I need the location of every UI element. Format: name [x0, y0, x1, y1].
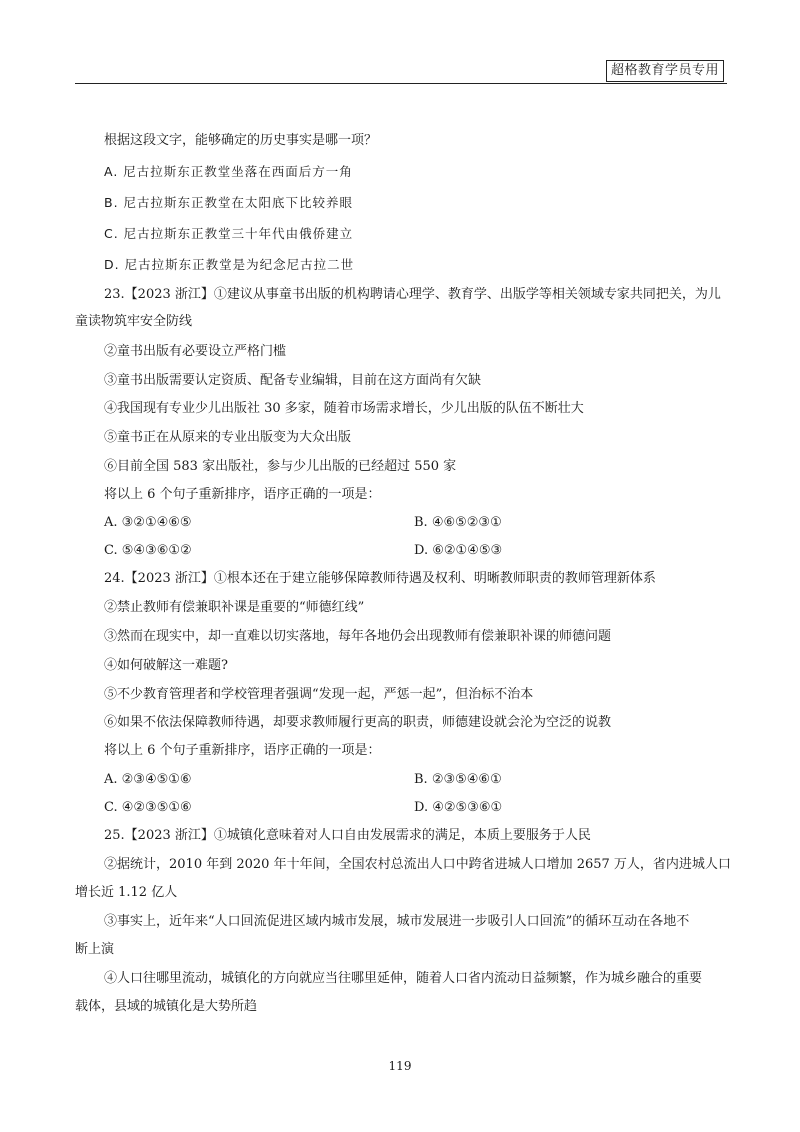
q23-sentence-6: ⑥目前全国 583 家出版社，参与少儿出版的已经超过 550 家	[104, 459, 457, 474]
q25-sentence-3b: 断上演	[75, 942, 115, 957]
q24-sentence-2: ②禁止教师有偿兼职补课是重要的“师德红线”	[104, 600, 365, 615]
q23-option-a: A. ③②①④⑥⑤	[104, 515, 192, 530]
q23-prompt: 将以上 6 个句子重新排序，语序正确的一项是：	[104, 487, 381, 502]
q23-sentence-4: ④我国现有专业少儿出版社 30 多家，随着市场需求增长，少儿出版的队伍不断壮大	[104, 401, 584, 416]
q24-option-a: A. ②③④⑤①⑥	[104, 772, 192, 787]
q25-line1: 25.【2023 浙江】①城镇化意味着对人口自由发展需求的满足，本质上要服务于人民	[104, 828, 591, 843]
header-badge: 超格教育学员专用	[606, 60, 724, 82]
q25-sentence-3a: ③事实上，近年来“人口回流促进区域内城市发展，城市发展进一步吸引人口回流”的循环互动在各地不	[104, 914, 690, 929]
q22-option-a: A. 尼古拉斯东正教堂坐落在西面后方一角	[104, 164, 353, 179]
q24-option-d: D. ④②⑤③⑥①	[414, 800, 503, 815]
q23-option-c: C. ⑤④③⑥①②	[104, 543, 192, 558]
q24-prompt: 将以上 6 个句子重新排序，语序正确的一项是：	[104, 743, 381, 758]
q24-line1: 24.【2023 浙江】①根本还在于建立能够保障教师待遇及权利、明晰教师职责的教师管理新体系	[104, 571, 656, 586]
q25-sentence-4b: 载体，县域的城镇化是大势所趋	[75, 999, 258, 1014]
q25-sentence-2b: 增长近 1.12 亿人	[75, 885, 178, 900]
q23-option-d: D. ⑥②①④⑤③	[414, 543, 503, 558]
q22-option-c: C. 尼古拉斯东正教堂三十年代由俄侨建立	[104, 226, 354, 241]
q23-option-b: B. ④⑥⑤②③①	[414, 515, 502, 530]
q22-stem: 根据这段文字，能够确定的历史事实是哪一项？	[104, 133, 378, 148]
q24-sentence-5: ⑤不少教育管理者和学校管理者强调“发现一起，严惩一起”，但治标不治本	[104, 687, 534, 702]
header-rule	[75, 83, 727, 84]
q22-option-b: B. 尼古拉斯东正教堂在太阳底下比较养眼	[104, 195, 354, 210]
q24-option-c: C. ④②③⑤①⑥	[104, 800, 192, 815]
q24-sentence-3: ③然而在现实中，却一直难以切实落地，每年各地仍会出现教师有偿兼职补课的师德问题	[104, 629, 612, 644]
q24-sentence-6: ⑥如果不依法保障教师待遇，却要求教师履行更高的职责，师德建设就会沦为空泛的说教	[104, 715, 612, 730]
q23-sentence-2: ②童书出版有必要设立严格门槛	[104, 344, 287, 359]
page-number: 119	[388, 1059, 412, 1073]
q23-sentence-5: ⑤童书正在从原来的专业出版变为大众出版	[104, 430, 352, 445]
q25-sentence-4a: ④人口往哪里流动，城镇化的方向就应当往哪里延伸，随着人口省内流动日益频繁，作为城乡融合的重要	[104, 971, 703, 986]
q24-sentence-4: ④如何破解这一难题?	[104, 658, 228, 673]
q24-option-b: B. ②③⑤④⑥①	[414, 772, 502, 787]
q22-option-d: D. 尼古拉斯东正教堂是为纪念尼古拉二世	[104, 257, 355, 272]
q25-sentence-2a: ②据统计，2010 年到 2020 年十年间，全国农村总流出人口中跨省进城人口增加 2657 万人，省内进城人口	[104, 857, 731, 872]
q23-line2: 童读物筑牢安全防线	[75, 314, 193, 329]
q23-sentence-3: ③童书出版需要认定资质、配备专业编辑，目前在这方面尚有欠缺	[104, 373, 482, 388]
q23-line1: 23.【2023 浙江】①建议从事童书出版的机构聘请心理学、教育学、出版学等相关领域专家共同把关，为儿	[104, 287, 721, 302]
